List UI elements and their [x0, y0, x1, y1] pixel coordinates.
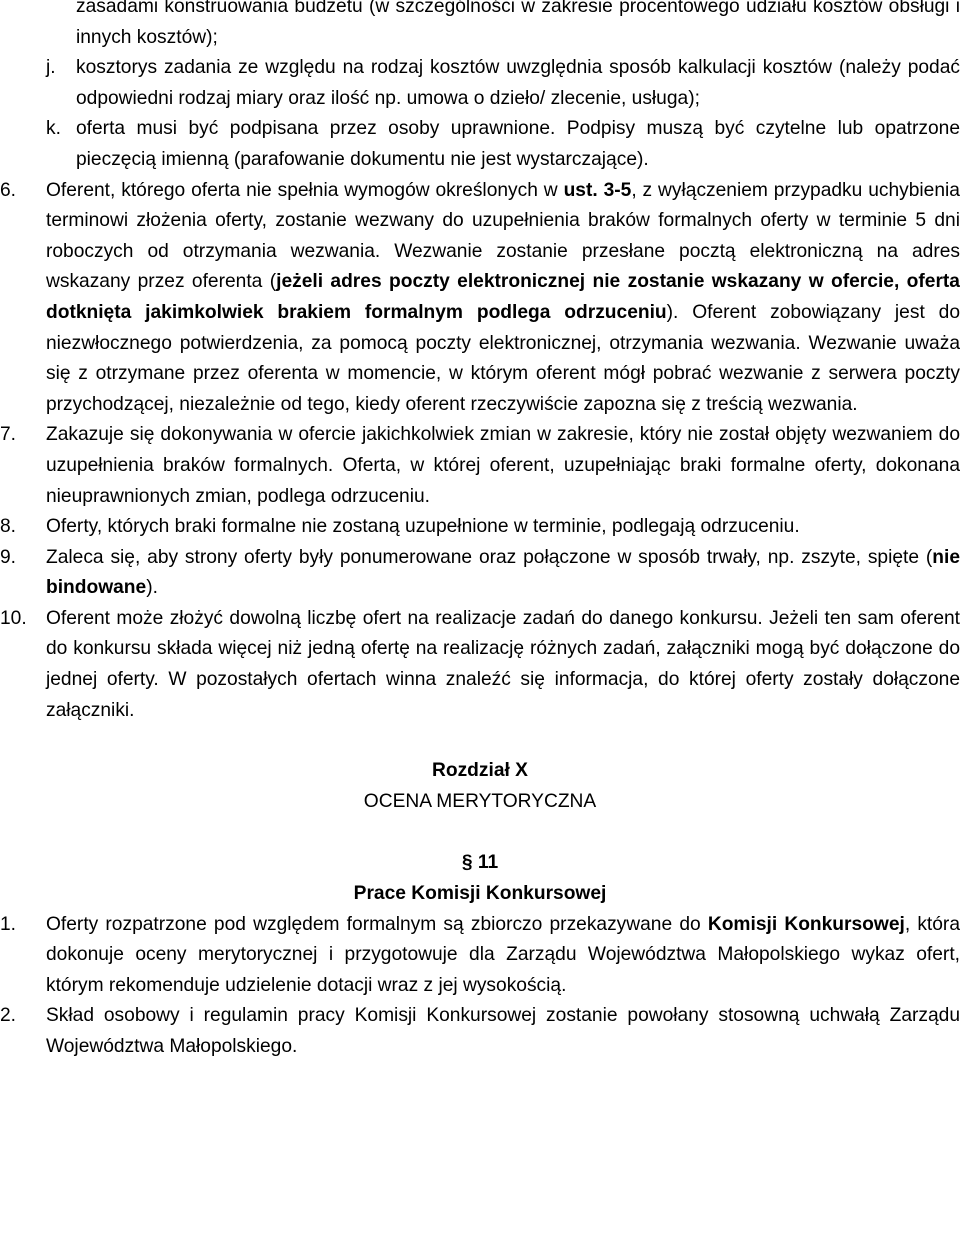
- text-run-bold: nie bindowane: [46, 546, 960, 599]
- list-item-p1: [0, 910, 960, 1002]
- list-item-text: oferta musi być podpisana przez osoby uprawnione. Podpisy muszą być czytelne lub opatrzone pieczęcią imienną (parafowanie dokumentu nie jest wystarczające).: [76, 118, 960, 170]
- list-item-label: 10.: [0, 607, 27, 629]
- list-item-7: [0, 420, 960, 512]
- list-item-label: 2.: [0, 1005, 17, 1027]
- list-item-9: [0, 543, 960, 604]
- text-run: ). Oferent zobowiązany jest do niezwłocznego potwierdzenia, za pomocą poczty elektronicznej, otrzymania wezwania. Wezwanie uważa się z otrzymane przez oferenta w momencie, w którym oferent mógł pobrać wezwanie z serwera poczty przychodzącej, niezależnie od tego, kiedy oferent rzeczywiście zapozna się z treścią wezwania.: [46, 301, 960, 415]
- list-item-p2: [0, 1001, 960, 1062]
- list-item-label: j.: [46, 57, 56, 79]
- list-item-text: [46, 910, 960, 1002]
- chapter-title: Rozdział X: [432, 760, 528, 782]
- list-item-10: [0, 604, 960, 726]
- text-run-bold: Komisji Konkursowej: [707, 913, 905, 935]
- paragraph-number: § 11: [461, 852, 499, 874]
- list-item-text: [46, 176, 960, 421]
- spacer: [0, 726, 960, 756]
- list-item-label: k.: [46, 118, 61, 140]
- list-item-k: [46, 114, 960, 175]
- text-run-bold: 3-5: [603, 179, 632, 201]
- list-item-j: [46, 53, 960, 114]
- chapter-subtitle: OCENA MERYTORYCZNA: [363, 790, 597, 812]
- list-item-text: Oferty, których braki formalne nie zostaną uzupełnione w terminie, podlegają odrzuceniu.: [46, 516, 800, 538]
- spacer: [0, 817, 960, 848]
- list-item-8: [0, 512, 960, 543]
- list-item-text: Oferent może złożyć dowolną liczbę ofert na realizacje zadań do danego konkursu. Jeżeli ten sam oferent do konkursu składa więcej niż jedną ofertę na realizację różnych zadań, załączniki mogą być dołączone do jednej oferty. W pozostałych ofertach winna znaleźć się informacja, do której oferty zostały dołączone załączniki.: [46, 607, 960, 721]
- list-item-text: Skład osobowy i regulamin pracy Komisji Konkursowej zostanie powołany stosowną uchwałą Zarządu Województwa Małopolskiego.: [46, 1005, 960, 1057]
- list-item-label: 8.: [0, 516, 17, 538]
- list-item-continuation: [46, 0, 960, 53]
- text-run: Oferent, którego oferta nie spełnia wymogów określonych w: [46, 179, 564, 201]
- list-item-6: [0, 176, 960, 421]
- list-item-text: [46, 543, 960, 604]
- list-item-text: zasadami konstruowania budżetu (w szczególności w zakresie procentowego udziału kosztów obsługi i innych kosztów);: [76, 0, 960, 48]
- list-item-label: 9.: [0, 546, 17, 568]
- text-run: , z wyłączeniem przypadku uchybienia terminowi złożenia oferty, zostanie wezwany do uzupełnienia braków formalnych oferty w terminie 5 dni roboczych od otrzymania wezwania. Wezwanie zostanie przesłane pocztą elektroniczną na adres wskazany przez oferenta (: [46, 179, 960, 293]
- text-run: Zaleca się, aby strony oferty były ponumerowane oraz połączone w sposób trwały, np. zszyte, spięte (: [46, 546, 933, 568]
- list-item-label: 6.: [0, 179, 17, 201]
- text-run-bold: ust.: [563, 179, 598, 201]
- text-run: ).: [146, 577, 158, 599]
- list-item-text: Zakazuje się dokonywania w ofercie jakichkolwiek zmian w zakresie, który nie został objęty wezwaniem do uzupełnienia braków formalnych. Oferta, w której oferent, uzupełniając braki formalne oferty, dokonana nieuprawnionych zmian, podlega odrzuceniu.: [46, 424, 960, 507]
- text-run: , która dokonuje oceny merytorycznej i przygotowuje dla Zarządu Województwa Małopolskiego wykaz ofert, którym rekomenduje udzielenie dotacji wraz z jej wysokością.: [46, 913, 960, 996]
- text-run-bold: jeżeli adres poczty elektronicznej nie zostanie wskazany w ofercie, oferta dotknięta jakimkolwiek brakiem formalnym podlega odrzuceniu: [46, 271, 960, 323]
- list-item-text: kosztorys zadania ze względu na rodzaj kosztów uwzględnia sposób kalkulacji kosztów (należy podać odpowiedni rodzaj miary oraz ilość np. umowa o dzieło/ zlecenie, usługa);: [76, 57, 960, 109]
- text-run: Oferty rozpatrzone pod względem formalnym są zbiorczo przekazywane do: [46, 913, 708, 935]
- list-item-label: 7.: [0, 424, 17, 446]
- paragraph-title: Prace Komisji Konkursowej: [353, 883, 607, 905]
- list-item-label: 1.: [0, 913, 17, 935]
